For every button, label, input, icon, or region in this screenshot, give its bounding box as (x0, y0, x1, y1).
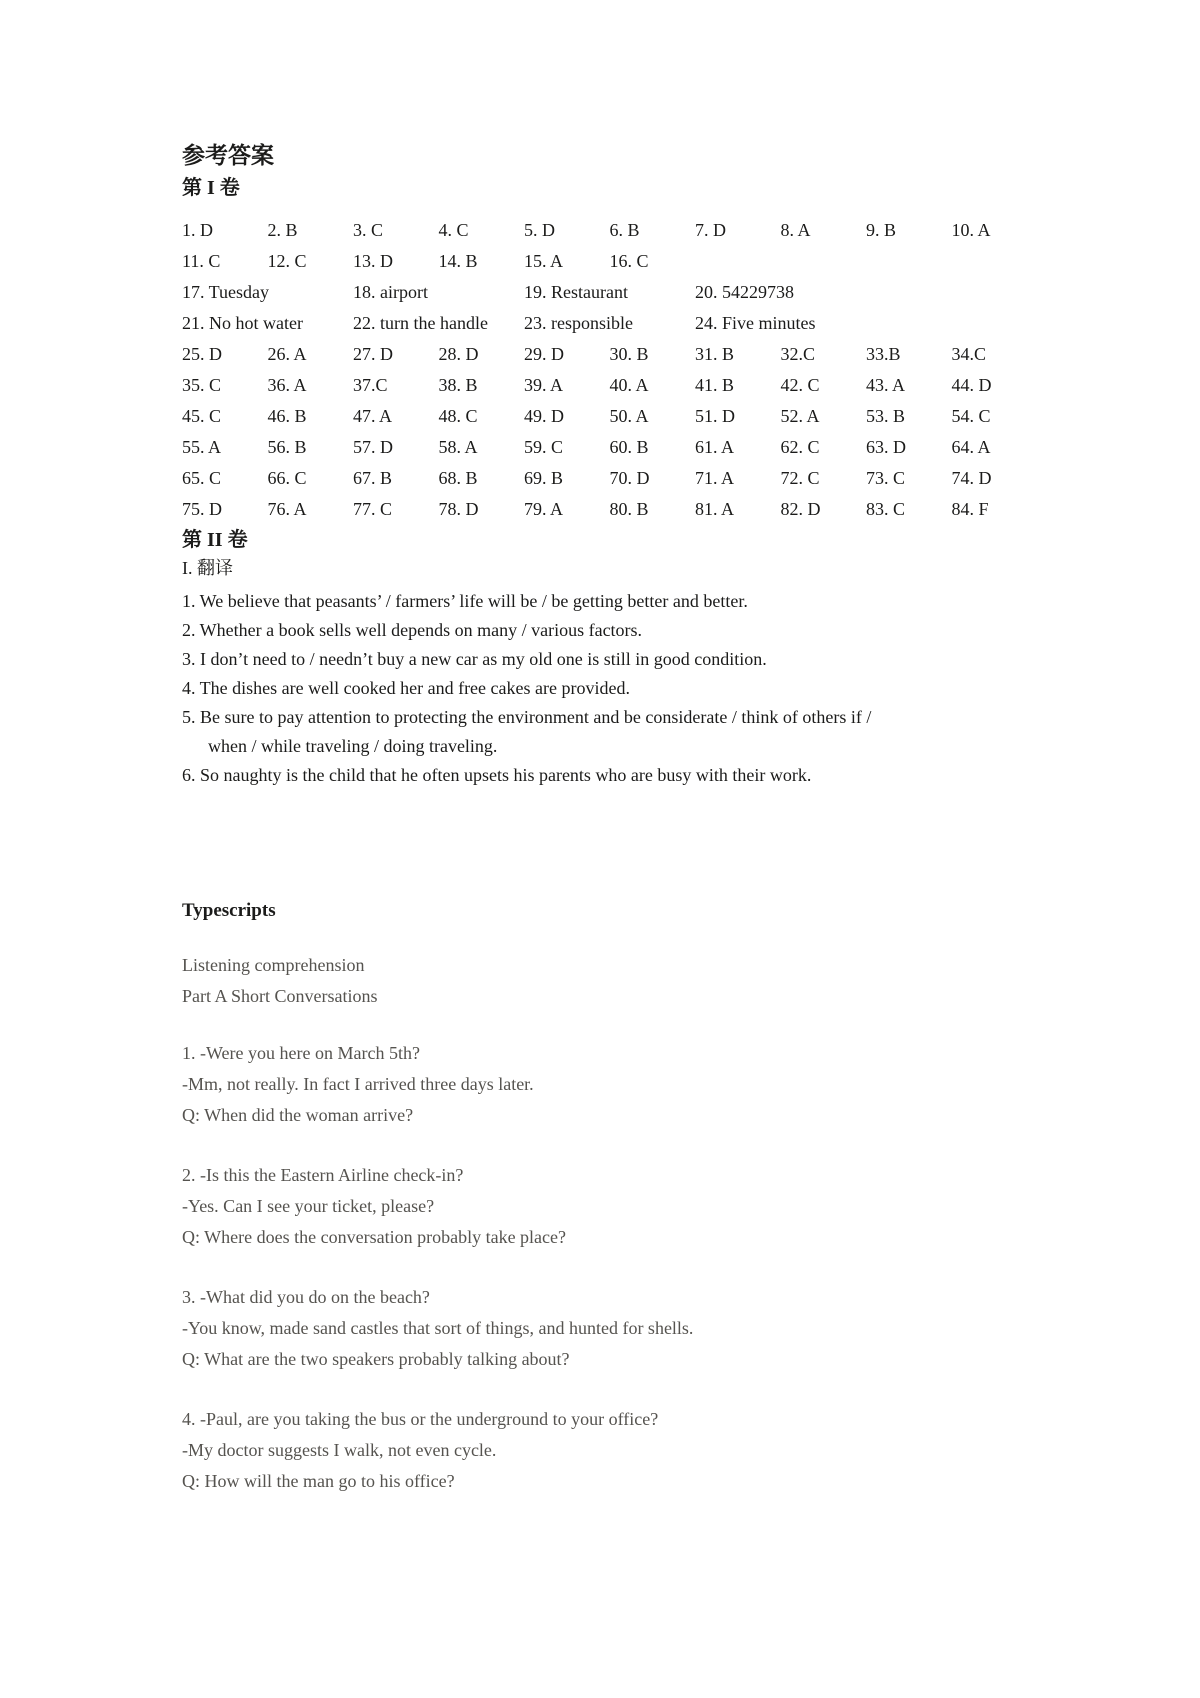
translation-line: 6. So naughty is the child that he often upsets his parents who are busy with their work. (182, 765, 812, 785)
typescript-line: -Yes. Can I see your ticket, please? (182, 1196, 435, 1216)
conversation-block (182, 1160, 1140, 1253)
answer-cell: 5. D (524, 220, 555, 240)
answer-row (182, 308, 1140, 339)
answer-cell: 48. C (438, 406, 478, 426)
answer-cell: 22. turn the handle (353, 313, 488, 333)
answer-cell: 67. B (353, 468, 393, 488)
translation-line: 5. Be sure to pay attention to protecting the environment and be considerate / think of others if / (182, 707, 872, 727)
answer-row (182, 463, 1140, 494)
answer-cell: 74. D (951, 468, 992, 488)
answer-cell: 36. A (267, 375, 307, 395)
answer-cell: 64. A (951, 437, 991, 457)
answer-cell: 70. D (609, 468, 650, 488)
answer-cell: 3. C (353, 220, 384, 240)
translation-line: 2. Whether a book sells well depends on many / various factors. (182, 620, 643, 640)
answer-cell: 41. B (695, 375, 735, 395)
answer-cell: 63. D (866, 437, 906, 457)
typescript-line: -You know, made sand castles that sort of things, and hunted for shells. (182, 1318, 694, 1338)
answer-cell: 77. C (353, 499, 393, 519)
answer-cell: 62. C (780, 437, 820, 457)
answer-cell: 82. D (780, 499, 821, 519)
answer-cell: 10. A (951, 220, 991, 240)
answer-cell: 80. B (609, 499, 649, 519)
answer-cell: 29. D (524, 344, 564, 364)
answer-cell: 83. C (866, 499, 906, 519)
translation-answers (182, 587, 1140, 790)
part1-heading: 第 I 卷 (182, 177, 240, 199)
answer-cell: 15. A (524, 251, 564, 271)
answer-cell: 59. C (524, 437, 564, 457)
typescript-line: -Mm, not really. In fact I arrived three days later. (182, 1074, 534, 1094)
answer-cell: 23. responsible (524, 313, 633, 333)
answer-cell: 45. C (182, 406, 222, 426)
answer-cell: 79. A (524, 499, 564, 519)
answer-cell: 40. A (609, 375, 649, 395)
answer-cell: 8. A (780, 220, 811, 240)
answer-cell: 76. A (267, 499, 307, 519)
answer-cell: 84. F (951, 499, 989, 519)
answer-cell: 37.C (353, 375, 388, 395)
answer-row (182, 339, 1140, 370)
answer-cell: 53. B (866, 406, 906, 426)
conversations-list (182, 1038, 1140, 1497)
answer-cell: 68. B (438, 468, 478, 488)
answer-cell: 38. B (438, 375, 478, 395)
listening-intro (182, 950, 1140, 1012)
answer-cell: 58. A (438, 437, 478, 457)
answer-cell: 60. B (609, 437, 649, 457)
listening-intro-line: Listening comprehension (182, 955, 365, 975)
translation-line: 1. We believe that peasants’ / farmers’ life will be / be getting better and better. (182, 591, 748, 611)
answer-cell: 61. A (695, 437, 735, 457)
answer-cell: 42. C (780, 375, 820, 395)
answer-cell: 24. Five minutes (695, 313, 816, 333)
typescript-line: 2. -Is this the Eastern Airline check-in? (182, 1165, 464, 1185)
answer-cell: 9. B (866, 220, 897, 240)
answer-cell: 66. C (267, 468, 307, 488)
answer-cell: 54. C (951, 406, 991, 426)
typescripts-heading: Typescripts (182, 900, 276, 921)
translation-line: 3. I don’t need to / needn’t buy a new car as my old one is still in good condition. (182, 649, 767, 669)
translation-line: when / while traveling / doing traveling. (208, 736, 498, 756)
answer-row (182, 370, 1140, 401)
answer-cell: 71. A (695, 468, 735, 488)
answer-row (182, 277, 1140, 308)
typescript-line: 1. -Were you here on March 5th? (182, 1043, 420, 1063)
answer-cell: 52. A (780, 406, 820, 426)
answer-cell: 11. C (182, 251, 221, 271)
answer-cell: 69. B (524, 468, 564, 488)
answer-cell: 39. A (524, 375, 564, 395)
answer-cell: 2. B (267, 220, 298, 240)
answer-cell: 47. A (353, 406, 393, 426)
answer-cell: 18. airport (353, 282, 428, 302)
answer-row (182, 432, 1140, 463)
answer-cell: 27. D (353, 344, 393, 364)
answer-cell: 44. D (951, 375, 992, 395)
answer-cell: 73. C (866, 468, 906, 488)
answer-grid (182, 215, 1140, 525)
answer-cell: 50. A (609, 406, 649, 426)
answer-cell: 81. A (695, 499, 735, 519)
answer-cell: 7. D (695, 220, 726, 240)
answer-cell: 49. D (524, 406, 564, 426)
answer-cell: 6. B (609, 220, 640, 240)
typescript-line: Q: What are the two speakers probably talking about? (182, 1349, 570, 1369)
answer-cell: 13. D (353, 251, 393, 271)
conversation-block (182, 1038, 1140, 1131)
answer-cell: 34.C (951, 344, 987, 364)
translation-line: 4. The dishes are well cooked her and free cakes are provided. (182, 678, 630, 698)
answer-cell: 51. D (695, 406, 735, 426)
typescript-line: Q: Where does the conversation probably take place? (182, 1227, 567, 1247)
typescript-line: 4. -Paul, are you taking the bus or the underground to your office? (182, 1409, 659, 1429)
typescript-line: Q: When did the woman arrive? (182, 1105, 414, 1125)
answer-cell: 30. B (609, 344, 649, 364)
answer-cell: 43. A (866, 375, 906, 395)
answer-cell: 46. B (267, 406, 307, 426)
listening-intro-line: Part A Short Conversations (182, 986, 378, 1006)
answer-row (182, 401, 1140, 432)
answer-row (182, 494, 1140, 525)
answer-cell: 12. C (267, 251, 307, 271)
answer-cell: 25. D (182, 344, 222, 364)
answer-row (182, 246, 1140, 277)
answer-cell: 4. C (438, 220, 469, 240)
translation-section-label: I. 翻译 (182, 558, 233, 578)
answer-cell: 35. C (182, 375, 222, 395)
answer-cell: 75. D (182, 499, 222, 519)
answer-cell: 78. D (438, 499, 479, 519)
answer-cell: 57. D (353, 437, 393, 457)
document-title: 参考答案 (182, 143, 274, 168)
part2-heading: 第 II 卷 (182, 529, 248, 551)
answer-cell: 1. D (182, 220, 213, 240)
typescript-line: 3. -What did you do on the beach? (182, 1287, 430, 1307)
answer-cell: 31. B (695, 344, 735, 364)
answer-row (182, 215, 1140, 246)
answer-cell: 26. A (267, 344, 307, 364)
typescript-line: -My doctor suggests I walk, not even cycle. (182, 1440, 497, 1460)
answer-cell: 65. C (182, 468, 222, 488)
conversation-block (182, 1282, 1140, 1375)
answer-cell: 14. B (438, 251, 478, 271)
answer-cell: 33.B (866, 344, 901, 364)
answer-cell: 56. B (267, 437, 307, 457)
answer-cell: 19. Restaurant (524, 282, 628, 302)
answer-cell: 72. C (780, 468, 820, 488)
typescript-line: Q: How will the man go to his office? (182, 1471, 455, 1491)
answer-cell: 32.C (780, 344, 816, 364)
answer-cell: 55. A (182, 437, 222, 457)
answer-cell: 16. C (609, 251, 649, 271)
answer-cell: 20. 54229738 (695, 282, 794, 302)
answer-cell: 17. Tuesday (182, 282, 270, 302)
conversation-block (182, 1404, 1140, 1497)
answer-cell: 21. No hot water (182, 313, 303, 333)
answer-cell: 28. D (438, 344, 479, 364)
